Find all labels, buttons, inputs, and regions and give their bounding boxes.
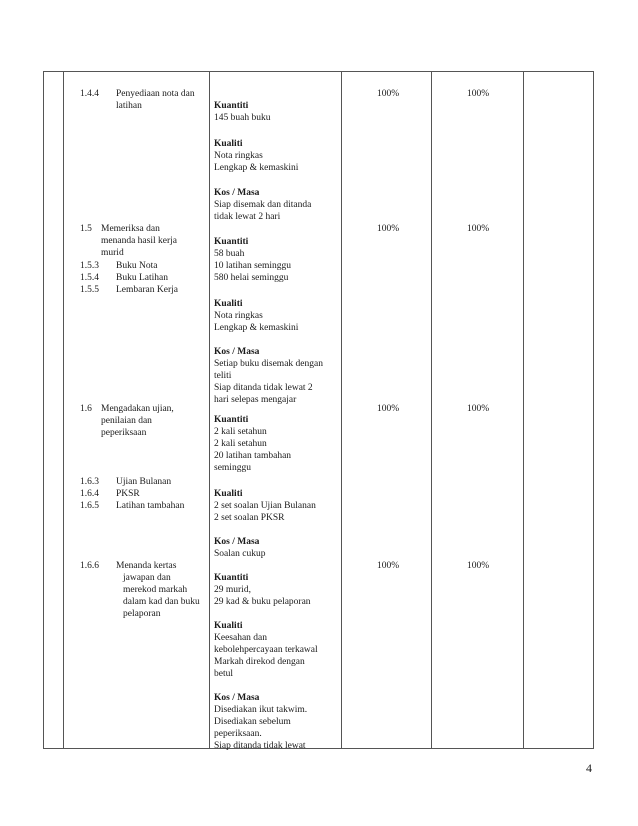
item-number: 1.6.5 [80, 501, 99, 511]
achieved-percent: 100% [467, 89, 490, 99]
item-number: 1.6.6 [80, 561, 99, 571]
kuantiti-value: 29 kad & buku pelaporan [214, 597, 311, 607]
kuantiti-value: 2 kali setahun [214, 427, 267, 437]
column-divider [63, 71, 64, 749]
kualiti-value: Nota ringkas [214, 151, 263, 161]
item-number: 1.6 [80, 404, 92, 414]
kos-masa-value: hari selepas mengajar [214, 395, 297, 405]
item-description: murid [101, 248, 124, 258]
column-divider [431, 71, 432, 749]
kuantiti-value: 58 buah [214, 249, 245, 259]
item-description: penilaian dan [101, 416, 152, 426]
item-description: pelaporan [123, 609, 161, 619]
kos-masa-value: Soalan cukup [214, 549, 266, 559]
item-number: 1.5.4 [80, 273, 99, 283]
column-divider [341, 71, 342, 749]
kuantiti-heading: Kuantiti [214, 415, 249, 425]
kuantiti-value: 145 buah buku [214, 113, 271, 123]
item-description: Ujian Bulanan [116, 477, 172, 487]
kuantiti-value: 29 murid, [214, 585, 251, 595]
item-description: PKSR [116, 489, 140, 499]
kualiti-value: Lengkap & kemaskini [214, 163, 299, 173]
item-description: menanda hasil kerja [101, 236, 177, 246]
kualiti-heading: Kualiti [214, 489, 243, 499]
kuantiti-heading: Kuantiti [214, 237, 249, 247]
item-description: Mengadakan ujian, [101, 404, 174, 414]
page-number: 4 [586, 761, 592, 775]
kuantiti-value: 10 latihan seminggu [214, 261, 292, 271]
kos-masa-value: peperiksaan. [214, 729, 262, 739]
kualiti-value: betul [214, 669, 233, 679]
kualiti-value: Nota ringkas [214, 311, 263, 321]
item-number: 1.5.5 [80, 285, 99, 295]
kuantiti-heading: Kuantiti [214, 573, 249, 583]
item-description: Lembaran Kerja [116, 285, 178, 295]
kualiti-value: 2 set soalan Ujian Bulanan [214, 501, 316, 511]
item-number: 1.5.3 [80, 261, 99, 271]
kos-masa-value: teliti [214, 371, 232, 381]
kuantiti-value: 20 latihan tambahan [214, 451, 292, 461]
target-percent: 100% [377, 561, 400, 571]
item-description: latihan [116, 101, 142, 111]
column-divider [523, 71, 524, 749]
kos-masa-heading: Kos / Masa [214, 693, 260, 703]
kos-masa-heading: Kos / Masa [214, 537, 260, 547]
item-description: Buku Latihan [116, 273, 168, 283]
kos-masa-value: Setiap buku disemak dengan [214, 359, 323, 369]
kuantiti-value: seminggu [214, 463, 251, 473]
item-description: jawapan dan [123, 573, 171, 583]
kualiti-value: Markah direkod dengan [214, 657, 305, 667]
kualiti-heading: Kualiti [214, 621, 243, 631]
item-number: 1.5 [80, 224, 92, 234]
item-description: Menanda kertas [116, 561, 177, 571]
kualiti-value: Keesahan dan [214, 633, 268, 643]
kuantiti-heading: Kuantiti [214, 101, 249, 111]
target-percent: 100% [377, 404, 400, 414]
kos-masa-value: Siap ditanda tidak lewat 2 [214, 383, 313, 393]
kos-masa-value: Siap disemak dan ditanda [214, 200, 312, 210]
item-number: 1.6.4 [80, 489, 99, 499]
column-divider [209, 71, 210, 749]
item-number: 1.6.3 [80, 477, 99, 487]
item-description: Latihan tambahan [116, 501, 185, 511]
kualiti-value: 2 set soalan PKSR [214, 513, 285, 523]
kos-masa-value: Disediakan sebelum [214, 717, 291, 727]
kos-masa-value: Siap ditanda tidak lewat [214, 741, 306, 751]
kos-masa-heading: Kos / Masa [214, 188, 260, 198]
item-description: dalam kad dan buku [123, 597, 200, 607]
kualiti-value: Lengkap & kemaskini [214, 323, 299, 333]
kualiti-heading: Kualiti [214, 299, 243, 309]
item-number: 1.4.4 [80, 89, 99, 99]
item-description: Penyediaan nota dan [116, 89, 195, 99]
achieved-percent: 100% [467, 404, 490, 414]
item-description: peperiksaan [101, 428, 147, 438]
kuantiti-value: 2 kali setahun [214, 439, 267, 449]
item-description: merekod markah [123, 585, 188, 595]
item-description: Buku Nota [116, 261, 158, 271]
kos-masa-heading: Kos / Masa [214, 347, 260, 357]
target-percent: 100% [377, 224, 400, 234]
achieved-percent: 100% [467, 561, 490, 571]
item-description: Memeriksa dan [101, 224, 160, 234]
achieved-percent: 100% [467, 224, 490, 234]
kualiti-heading: Kualiti [214, 139, 243, 149]
kualiti-value: kebolehpercayaan terkawal [214, 645, 318, 655]
target-percent: 100% [377, 89, 400, 99]
kuantiti-value: 580 helai seminggu [214, 273, 289, 283]
kos-masa-value: tidak lewat 2 hari [214, 212, 281, 222]
kos-masa-value: Disediakan ikut takwim. [214, 705, 308, 715]
